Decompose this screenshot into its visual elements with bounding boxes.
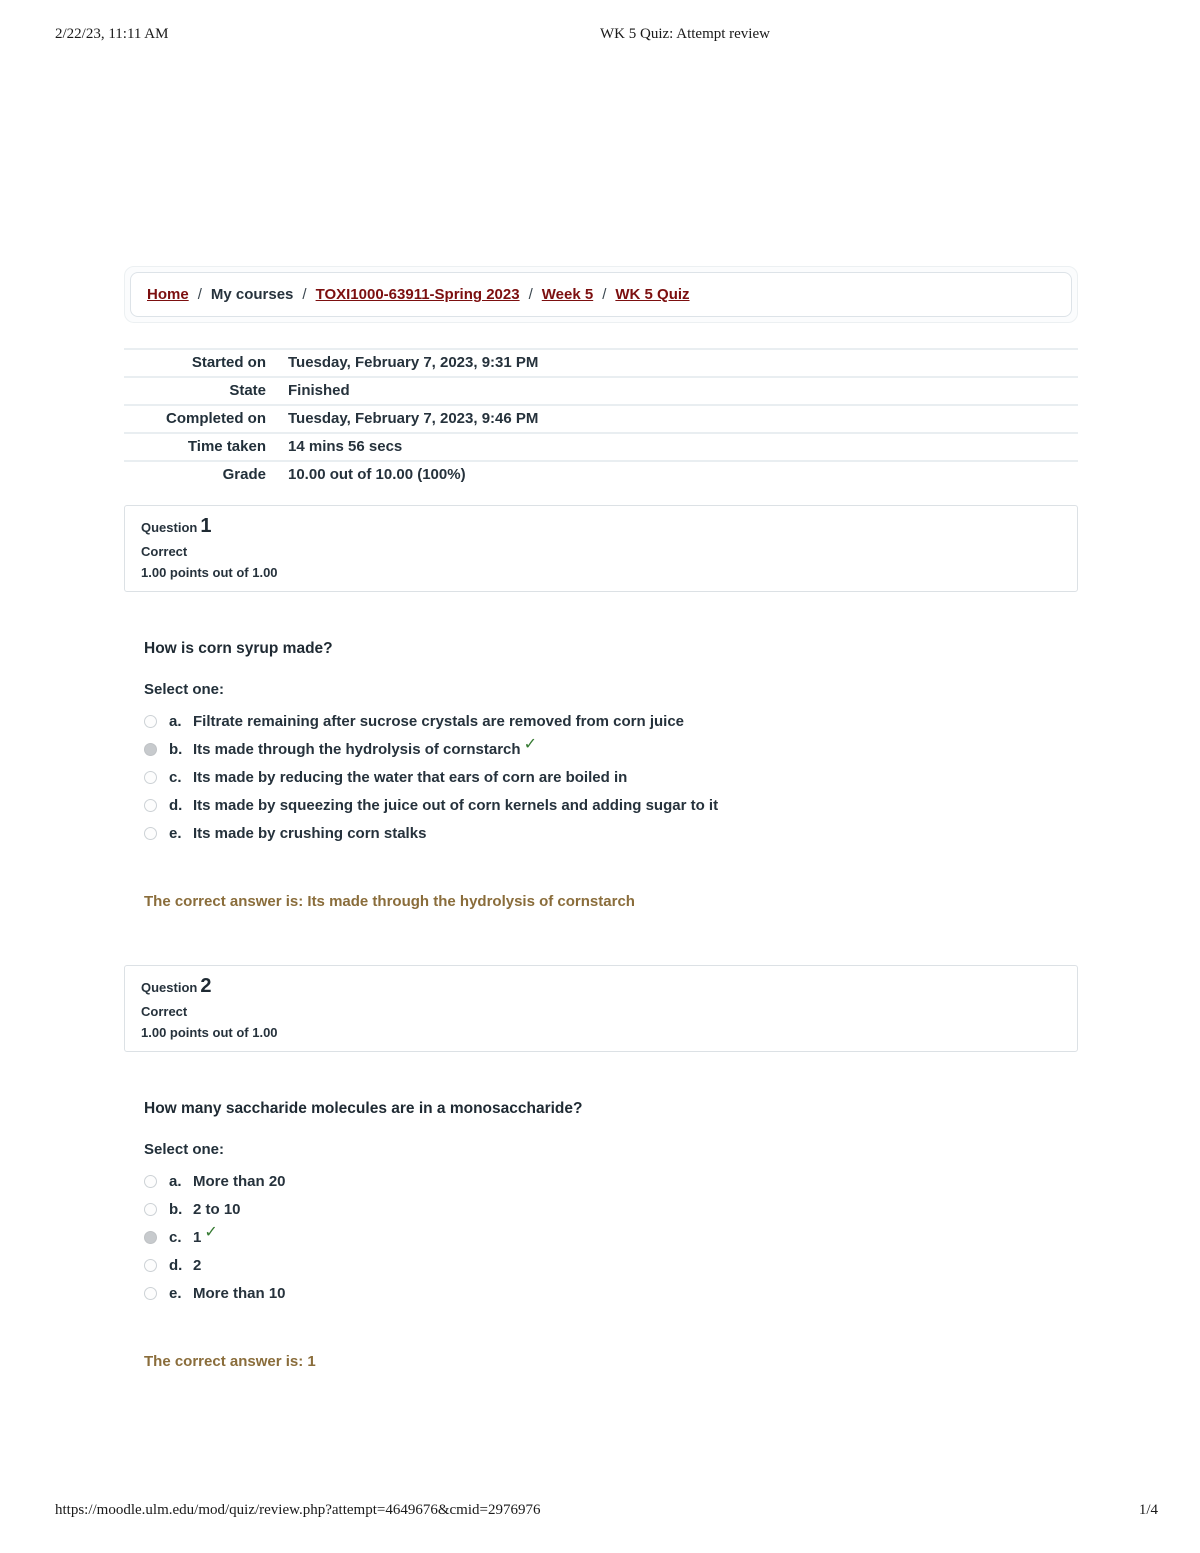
summary-label: Grade: [222, 466, 266, 483]
radio-unselected-icon[interactable]: [144, 1259, 157, 1272]
summary-value: 14 mins 56 secs: [288, 438, 403, 455]
option-text: Its made by reducing the water that ears of corn are boiled in: [193, 768, 628, 786]
summary-label: Time taken: [187, 438, 266, 455]
answer-option: [144, 1223, 1078, 1251]
select-one-label: Select one:: [144, 1141, 225, 1158]
question-number-row: [141, 516, 1061, 538]
options-list: [144, 707, 1078, 847]
question-text: How is corn syrup made?: [144, 640, 333, 657]
radio-unselected-icon[interactable]: [144, 715, 157, 728]
check-icon: ✓: [204, 1224, 218, 1241]
summary-row: [124, 405, 1078, 433]
question-points: 1.00 points out of 1.00: [141, 565, 278, 580]
option-letter: e.: [169, 1284, 182, 1302]
question-body: [124, 640, 1078, 910]
breadcrumb: [130, 272, 1072, 317]
option-letter: a.: [169, 712, 182, 730]
question-text: How many saccharide molecules are in a monosaccharide?: [144, 1100, 583, 1117]
option-text: Its made through the hydrolysis of cornstarch: [193, 740, 521, 758]
radio-unselected-icon[interactable]: [144, 1287, 157, 1300]
print-header-datetime: 2/22/23, 11:11 AM: [55, 26, 169, 42]
radio-unselected-icon[interactable]: [144, 771, 157, 784]
summary-row: [124, 377, 1078, 405]
option-letter: d.: [169, 1256, 183, 1274]
select-one-label: Select one:: [144, 681, 225, 698]
answer-option: [144, 707, 1078, 735]
option-text: Its made by crushing corn stalks: [193, 824, 427, 842]
summary-row: [124, 433, 1078, 461]
print-footer-url: https://moodle.ulm.edu/mod/quiz/review.php?attempt=4649676&cmid=2976976: [55, 1502, 541, 1518]
question-status: Correct: [141, 544, 188, 559]
summary-row: [124, 349, 1078, 377]
answer-option: [144, 763, 1078, 791]
summary-label: Started on: [191, 354, 266, 371]
radio-selected-icon[interactable]: [144, 1231, 157, 1244]
answer-option: [144, 1195, 1078, 1223]
question-number-label: Question: [141, 980, 198, 995]
breadcrumb-item: My courses: [210, 286, 294, 303]
summary-label: State: [229, 382, 266, 399]
option-letter: e.: [169, 824, 182, 842]
question-info-card: [124, 965, 1078, 1052]
answer-option: [144, 1167, 1078, 1195]
breadcrumb-card: [124, 266, 1078, 323]
correct-answer-text: The correct answer is: Its made through the hydrolysis of cornstarch: [144, 893, 635, 910]
radio-unselected-icon[interactable]: [144, 1175, 157, 1188]
answer-option: [144, 791, 1078, 819]
summary-value: Tuesday, February 7, 2023, 9:46 PM: [288, 410, 539, 427]
option-letter: c.: [169, 768, 182, 786]
question-number-row: [141, 976, 1061, 998]
answer-option: [144, 1251, 1078, 1279]
breadcrumb-link[interactable]: TOXI1000-63911-Spring 2023: [315, 286, 520, 303]
answer-option: [144, 819, 1078, 847]
question-points: 1.00 points out of 1.00: [141, 1025, 278, 1040]
question-number: 1: [200, 515, 212, 537]
option-letter: a.: [169, 1172, 182, 1190]
check-icon: ✓: [523, 736, 537, 753]
question-body: [124, 1100, 1078, 1370]
summary-label: Completed on: [166, 410, 266, 427]
option-text: More than 10: [193, 1284, 286, 1302]
print-header-title: WK 5 Quiz: Attempt review: [600, 26, 770, 42]
attempt-summary-table: [124, 348, 1078, 488]
radio-unselected-icon[interactable]: [144, 827, 157, 840]
question-2-section: [124, 965, 1078, 1370]
summary-value: Finished: [288, 382, 350, 399]
breadcrumb-link[interactable]: Week 5: [541, 286, 594, 303]
radio-unselected-icon[interactable]: [144, 1203, 157, 1216]
option-text: Filtrate remaining after sucrose crystals are removed from corn juice: [193, 712, 685, 730]
summary-row: [124, 461, 1078, 488]
summary-value: 10.00 out of 10.00 (100%): [288, 466, 466, 483]
question-number: 2: [200, 975, 212, 997]
option-text: 2: [193, 1256, 202, 1274]
option-text: 2 to 10: [193, 1200, 241, 1218]
question-info-card: [124, 505, 1078, 592]
radio-selected-icon[interactable]: [144, 743, 157, 756]
question-status: Correct: [141, 1004, 188, 1019]
question-1-section: [124, 505, 1078, 910]
option-text: Its made by squeezing the juice out of corn kernels and adding sugar to it: [193, 796, 719, 814]
option-letter: b.: [169, 740, 183, 758]
breadcrumb-link[interactable]: WK 5 Quiz: [615, 286, 690, 303]
summary-value: Tuesday, February 7, 2023, 9:31 PM: [288, 354, 539, 371]
option-letter: d.: [169, 796, 183, 814]
option-text: More than 20: [193, 1172, 286, 1190]
breadcrumb-separator: /: [197, 286, 202, 303]
breadcrumb-separator: /: [528, 286, 533, 303]
question-number-label: Question: [141, 520, 198, 535]
options-list: [144, 1167, 1078, 1307]
print-footer-page: 1/4: [1138, 1502, 1158, 1518]
radio-unselected-icon[interactable]: [144, 799, 157, 812]
breadcrumb-separator: /: [302, 286, 307, 303]
correct-answer-text: The correct answer is: 1: [144, 1353, 316, 1370]
answer-option: [144, 735, 1078, 763]
option-letter: b.: [169, 1200, 183, 1218]
breadcrumb-link[interactable]: Home: [147, 286, 189, 303]
breadcrumb-separator: /: [602, 286, 607, 303]
option-letter: c.: [169, 1228, 182, 1246]
option-text: 1: [193, 1228, 202, 1246]
summary-table-body: [124, 349, 1078, 488]
answer-option: [144, 1279, 1078, 1307]
